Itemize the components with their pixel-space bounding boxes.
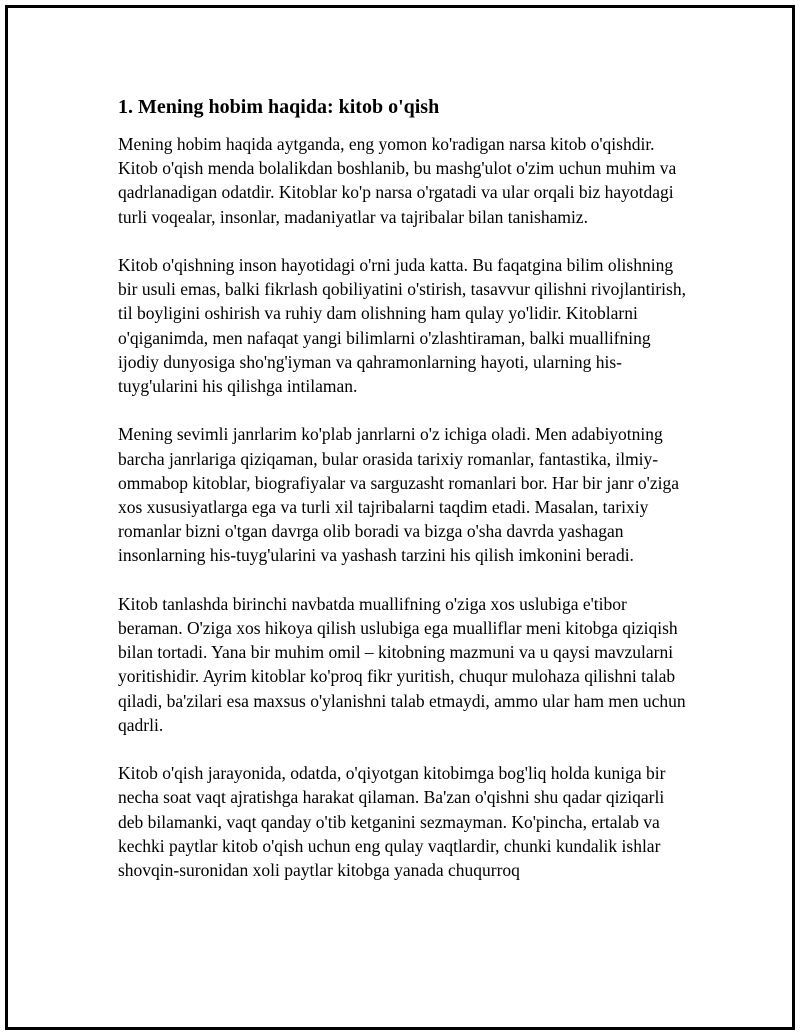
paragraph-1: Mening hobim haqida aytganda, eng yomon ko'radigan narsa kitob o'qishdir. Kitob o'qish menda bolalikdan boshlanib, bu mashg'ulot o'zim uchun muhim va qadrlanadigan odatdir. Kitoblar ko'p narsa o'rgatadi va ular orqali biz hayotdagi turli voqealar, insonlar, madaniyatlar va tajribalar bilan tanishamiz. — [118, 134, 677, 227]
document-body — [118, 94, 688, 906]
document-title: 1. Mening hobim haqida: kitob o'qish — [118, 96, 440, 118]
paragraph-4: Kitob tanlashda birinchi navbatda muallifning o'ziga xos uslubiga e'tibor beraman. O'ziga xos hikoya qilish uslubiga ega mualliflar meni kitobga qiziqish bilan tortadi. Yana bir muhim omil – kitobning mazmuni va u qaysi mavzularni yoritishidir. Ayrim kitoblar ko'proq fikr yuritish, chuqur mulohaza qilishni talab qiladi, ba'zilari esa maxsus o'ylanishni talab etmaydi, ammo ular ham men uchun qadrli. — [118, 593, 686, 735]
paragraph-2: Kitob o'qishning inson hayotidagi o'rni juda katta. Bu faqatgina bilim olishning bir usuli emas, balki fikrlash qobiliyatini o'stirish, tasavvur qilishni rivojlantirish, til boyligini oshirish va ruhiy dam olishning ham qulay yo'lidir. Kitoblarni o'qiganimda, men nafaqat yangi bilimlarni o'zlashtiraman, balki muallifning ijodiy dunyosiga sho'ng'iyman va qahramonlarning hayoti, ularning his-tuyg'ularini his qilishga intilaman. — [118, 255, 686, 397]
paragraph-3: Mening sevimli janrlarim ko'plab janrlarni o'z ichiga oladi. Men adabiyotning barcha janrlariga qiziqaman, bular orasida tarixiy romanlar, fantastika, ilmiy-ommabop kitoblar, biografiyalar va sarguzasht romanlari bor. Har bir janr o'ziga xos xususiyatlarga ega va turli xil tajribalarni taqdim etadi. Masalan, tarixiy romanlar bizni o'tgan davrga olib boradi va bizga o'sha davrda yashagan insonlarning his-tuyg'ularini va yashash tarzini his qilish imkonini beradi. — [118, 424, 679, 566]
paragraph-5: Kitob o'qish jarayonida, odatda, o'qiyotgan kitobimga bog'liq holda kuniga bir necha soat vaqt ajratishga harakat qilaman. Ba'zan o'qishni shu qadar qiziqarli deb bilamanki, vaqt qanday o'tib ketganini sezmayman. Ko'pincha, ertalab va kechki paytlar kitob o'qish uchun eng qulay vaqtlardir, chunki kundalik ishlar shovqin-suronidan xoli paytlar kitobga yanada chuqurroq — [118, 763, 666, 881]
